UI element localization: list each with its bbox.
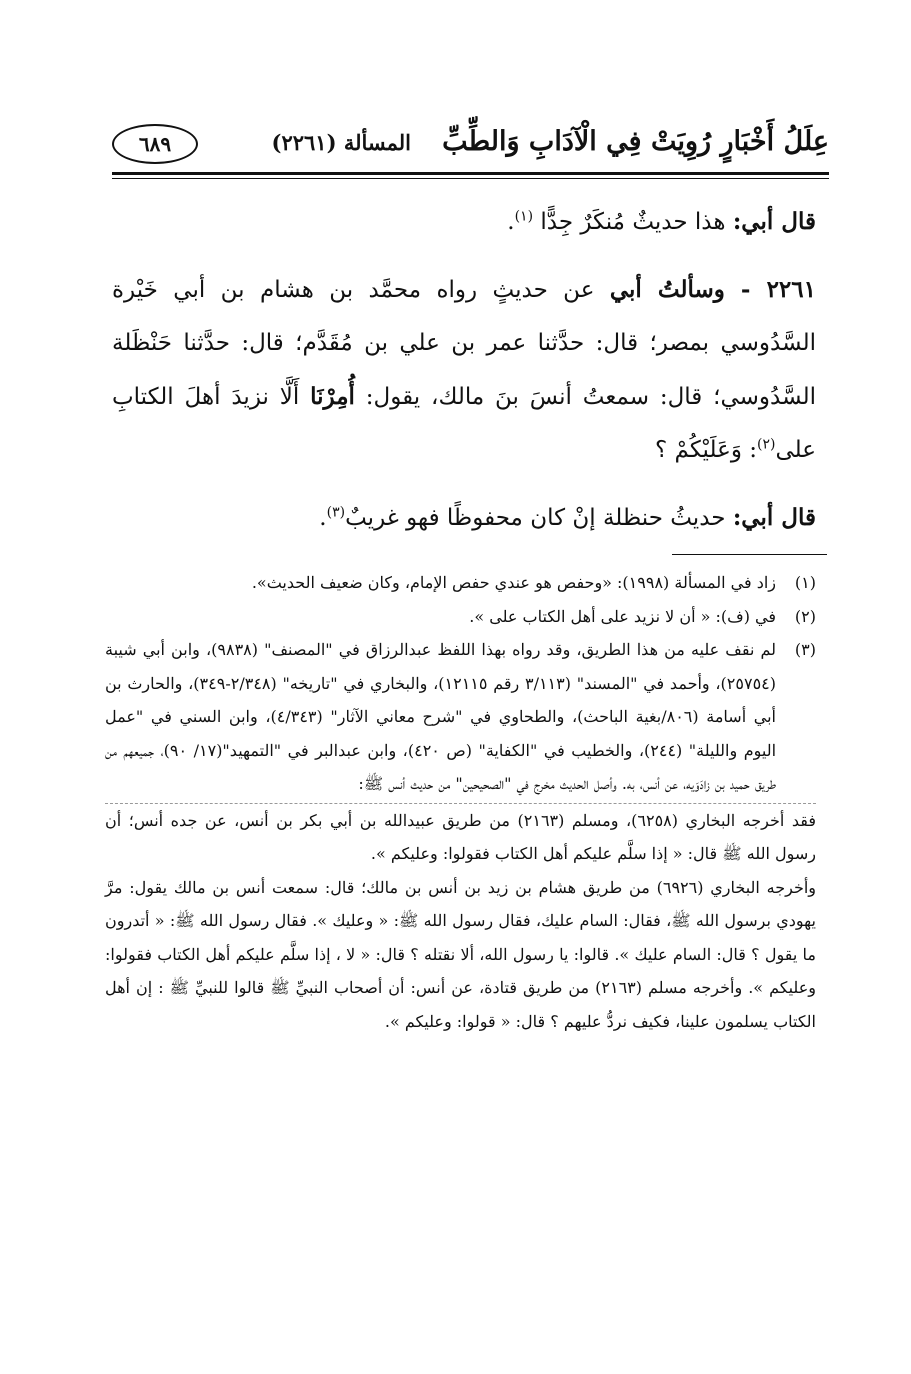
paragraph-3 xyxy=(112,491,816,545)
footnote-mark: (٢) xyxy=(794,606,816,626)
footnote-separator xyxy=(672,554,827,555)
footnote-continuation: وأخرجه البخاري (٦٩٢٦) من طريق هشام بن زيد بن أنس بن مالك؛ قال: سمعت أنس بن مالك يقول: مرَّ يهودي برسول الله ﷺ، فقال: السام عليك، فقال رسول الله ﷺ: « وعليك ». فقال رسول الله ﷺ: « أتدرون ما يقول ؟ قال: السام عليك ». قالوا: يا رسول الله، ألا نقتله ؟ قال: « لا ، إذا سلَّم عليكم أهل الكتاب فقولوا: وعليكم ». وأخرجه مسلم (٢١٦٣) من طريق قتادة، عن أنس: أن أصحاب النبيِّ ﷺ قالوا للنبيِّ ﷺ : إن أهل الكتاب يسلمون علينا، فكيف نردُّ عليهم ؟ قال: « قولوا: وعليكم ». xyxy=(105,877,817,1031)
issue-number: ٢٢٦١ - وسألتُ أبي xyxy=(609,276,816,303)
footnote-text: لم نقف عليه من هذا الطريق، وقد رواه بهذا اللفظ عبدالرزاق في "المصنف" (٩٨٣٨)، وابن أبي شيبة (٢٥٧٥٤)، وأحمد في "المسند" (٣/١١٣ رقم ١٢١١٥)، والبخاري في "تاريخه" (٢/٣٤٨-٣٤٩)، والحارث بن أبي أسامة (٨٠٦/بغية الباحث)، والطحاوي في "شرح معاني الآثار" (٤/٣٤٣)، وابن السني في "عمل اليوم والليلة" (٢٤٤)، والخطيب في "الكفاية" (ص ٤٢٠)، وابن عبدالبر في "التمهيد"(١٧/ ٩٠)، جميعهم من طريق حميد بن زادَوَيه، عن أنس، به. وأصل الحديث مخرج في "الصحيحين" من حديث أنس ﷺ: xyxy=(105,640,777,793)
header-rule-thick xyxy=(112,172,829,175)
footnote-2 xyxy=(105,600,816,634)
issue-label: المسألة (٢٢٦١) xyxy=(271,130,411,155)
p2-text-c: : وَعَلَيْكُمْ ؟ xyxy=(655,437,758,463)
p2-text-b: أَلَّا نزيدَ أهلَ الكتابِ على xyxy=(112,384,816,463)
p1-text: هذا حديثٌ مُنكَرٌ جِدًّا xyxy=(540,209,733,235)
page-number xyxy=(112,124,198,164)
footnotes xyxy=(105,566,816,1038)
footnote-mark: (١) xyxy=(794,573,816,592)
footnote-ref-1[interactable]: (١) xyxy=(514,208,534,225)
paragraph-1 xyxy=(112,195,816,249)
p3-end: . xyxy=(319,505,327,531)
main-text xyxy=(112,195,816,545)
p3-text: حديثُ حنظلة إنْ كان محفوظًا فهو غريبٌ xyxy=(345,505,733,531)
footnote-continuation: فقد أخرجه البخاري (٦٢٥٨)، ومسلم (٢١٦٣) من طريق عبيدالله بن أبي بكر بن أنس، عن جده أنس؛ أن رسول الله ﷺ قال: « إذا سلَّم عليكم أهل الكتاب فقولوا: وعليكم ». xyxy=(105,803,816,871)
paragraph-2 xyxy=(112,263,816,477)
p2-text-a: عن حديثٍ رواه محمَّد بن هشام بن أبي خَيْرة السَّدُوسي بمصر؛ قال: حدَّثنا عمر بن علي بن مُقَدَّم؛ قال: حدَّثنا حَنْظَلة السَّدُوسي؛ قال: سمعتُ أنسَ بنَ مالك، يقول: xyxy=(112,277,816,410)
p2-bold: أُمِرْنَا xyxy=(310,383,355,410)
footnote-text: في (ف): « أن لا نزيد على أهل الكتاب على ». xyxy=(469,606,776,626)
p3-speaker: قال أبي: xyxy=(732,504,816,531)
footnote-ref-3[interactable]: (٣) xyxy=(326,504,346,521)
book-title: عِلَلُ أَخْبَارٍ رُوِيَتْ فِي الْآدَابِ وَالطِّبِّ xyxy=(442,126,829,157)
page-header xyxy=(112,118,829,170)
footnote-ref-2[interactable]: (٢) xyxy=(757,436,776,453)
page-number-text: ٦٨٩ xyxy=(138,132,172,156)
footnote-1 xyxy=(105,566,816,600)
header-rule-thin xyxy=(112,178,829,179)
footnote-mark: (٣) xyxy=(794,640,816,659)
footnote-3 xyxy=(105,633,816,801)
p1-speaker: قال أبي: xyxy=(732,208,816,235)
p1-end: . xyxy=(507,209,515,235)
footnote-text: زاد في المسألة (١٩٩٨): «وحفص هو عندي حفص الإمام، وكان ضعيف الحديث». xyxy=(251,573,776,592)
